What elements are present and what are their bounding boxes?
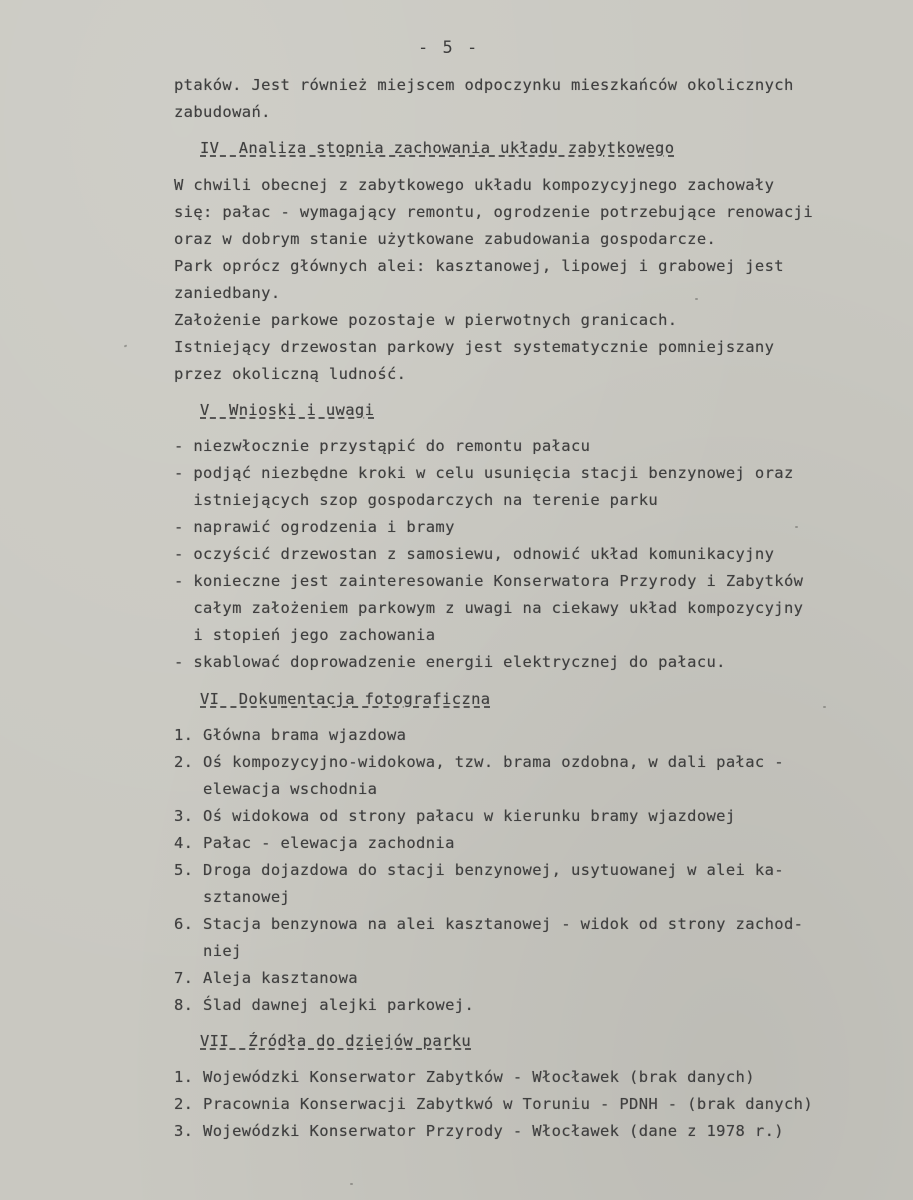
- text-line: zabudowań.: [174, 103, 271, 121]
- list-item: elewacja wschodnia: [174, 780, 378, 798]
- text-line: się: pałac - wymagający remontu, ogrodzenie potrzebujące renowacji: [174, 203, 813, 221]
- paper-speck: [350, 1183, 353, 1185]
- section-heading: VII Źródła do dziejów parku: [200, 1032, 472, 1050]
- list-item: 3. Oś widokowa od strony pałacu w kierunku bramy wjazdowej: [174, 807, 736, 825]
- section-heading: IV Analiza stopnia zachowania układu zabytkowego: [200, 139, 675, 157]
- text-line: Założenie parkowe pozostaje w pierwotnych granicach.: [174, 311, 678, 329]
- text-line: W chwili obecnej z zabytkowego układu kompozycyjnego zachowały: [174, 176, 775, 194]
- list-item: - oczyścić drzewostan z samosiewu, odnowić układ komunikacyjny: [174, 545, 775, 563]
- paper-speck: [795, 526, 798, 528]
- list-item: 6. Stacja benzynowa na alei kasztanowej - widok od strony zachod-: [174, 915, 804, 933]
- list-item: 8. Ślad dawnej alejki parkowej.: [174, 996, 475, 1014]
- paper-speck: [695, 298, 698, 300]
- section-heading: VI Dokumentacja fotograficzna: [200, 690, 491, 708]
- list-item: - konieczne jest zainteresowanie Konserwatora Przyrody i Zabytków: [174, 572, 804, 590]
- list-item: 1. Główna brama wjazdowa: [174, 726, 407, 744]
- list-item: - naprawić ogrodzenia i bramy: [174, 518, 455, 536]
- paper-speck: [823, 706, 826, 708]
- section-heading: V Wnioski i uwagi: [200, 401, 375, 419]
- list-item: i stopień jego zachowania: [174, 626, 436, 644]
- text-line: Park oprócz głównych alei: kasztanowej, lipowej i grabowej jest: [174, 257, 784, 275]
- text-line: zaniedbany.: [174, 284, 281, 302]
- list-item: 2. Oś kompozycyjno-widokowa, tzw. brama ozdobna, w dali pałac -: [174, 753, 784, 771]
- list-item: całym założeniem parkowym z uwagi na ciekawy układ kompozycyjny: [174, 599, 804, 617]
- text-line: przez okoliczną ludność.: [174, 365, 407, 383]
- list-item: istniejących szop gospodarczych na terenie parku: [174, 491, 659, 509]
- text-line: ptaków. Jest również miejscem odpoczynku mieszkańców okolicznych: [174, 76, 794, 94]
- list-item: 1. Wojewódzki Konserwator Zabytków - Włocławek (brak danych): [174, 1068, 755, 1086]
- paper-speck: [124, 345, 128, 348]
- list-item: 2. Pracownia Konserwacji Zabytkwó w Toruniu - PDNH - (brak danych): [174, 1095, 813, 1113]
- list-item: 4. Pałac - elewacja zachodnia: [174, 834, 455, 852]
- list-item: - skablować doprowadzenie energii elektrycznej do pałacu.: [174, 653, 726, 671]
- list-item: - podjąć niezbędne kroki w celu usunięcia stacji benzynowej oraz: [174, 464, 794, 482]
- list-item: sztanowej: [174, 888, 291, 906]
- list-item: 7. Aleja kasztanowa: [174, 969, 358, 987]
- page-number: - 5 -: [418, 38, 480, 58]
- text-line: Istniejący drzewostan parkowy jest systematycznie pomniejszany: [174, 338, 775, 356]
- text-line: oraz w dobrym stanie użytkowane zabudowania gospodarcze.: [174, 230, 717, 248]
- list-item: - niezwłocznie przystąpić do remontu pałacu: [174, 437, 591, 455]
- list-item: 3. Wojewódzki Konserwator Przyrody - Włocławek (dane z 1978 r.): [174, 1122, 784, 1140]
- list-item: 5. Droga dojazdowa do stacji benzynowej, usytuowanej w alei ka-: [174, 861, 784, 879]
- list-item: niej: [174, 942, 242, 960]
